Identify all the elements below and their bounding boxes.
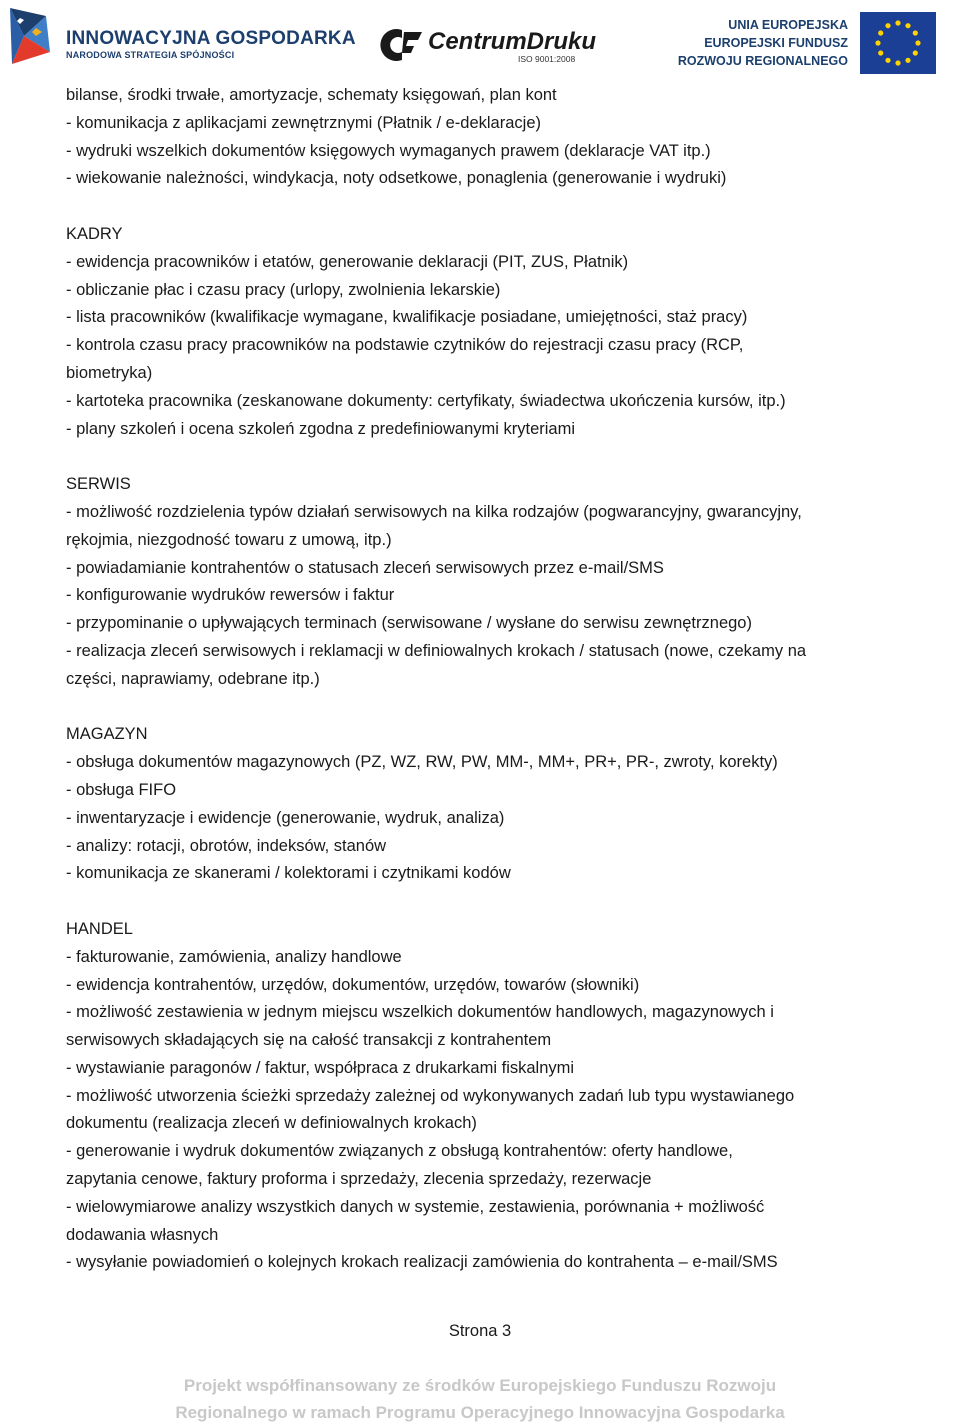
text-line: - komunikacja ze skanerami / kolektorami i czytnikami kodów bbox=[66, 864, 511, 883]
logo-subtitle: ISO 9001:2008 bbox=[518, 54, 576, 64]
text-line: - możliwość utworzenia ścieżki sprzedaży zależnej od wykonywanych zadań lub typu wystawianego bbox=[66, 1086, 795, 1105]
logo-subtitle: NARODOWA STRATEGIA SPÓJNOŚCI bbox=[66, 50, 235, 60]
text-line: - kontrola czasu pracy pracowników na podstawie czytników do rejestracji czasu pracy (RCP, bbox=[66, 336, 744, 355]
text-line: - komunikacja z aplikacjami zewnętrznymi (Płatnik / e-deklaracje) bbox=[66, 113, 541, 132]
eu-fund-logo bbox=[676, 12, 956, 76]
text-line: - możliwość rozdzielenia typów działań serwisowych na kilka rodzajów (pogwarancyjny, gwarancyjny, bbox=[66, 502, 802, 521]
section-title: KADRY bbox=[66, 224, 123, 243]
text-line: - ewidencja pracowników i etatów, generowanie deklaracji (PIT, ZUS, Płatnik) bbox=[66, 252, 629, 271]
text-line: - ewidencja kontrahentów, urzędów, dokumentów, urzędów, towarów (słowniki) bbox=[66, 975, 640, 994]
text-line: - lista pracowników (kwalifikacje wymagane, kwalifikacje posiadane, umiejętności, staż pracy) bbox=[66, 308, 748, 327]
text-line: - konfigurowanie wydruków rewersów i faktur bbox=[66, 586, 395, 605]
text-line: - obliczanie płac i czasu pracy (urlopy, zwolnienia lekarskie) bbox=[66, 280, 501, 299]
text-line: rękojmia, niezgodność towaru z umową, itp.) bbox=[66, 530, 392, 549]
section-serwis bbox=[66, 471, 926, 693]
logo-title: CentrumDruku bbox=[428, 28, 597, 55]
text-line: - inwentaryzacje i ewidencje (generowanie, wydruk, analiza) bbox=[66, 808, 505, 827]
text-line: - fakturowanie, zamówienia, analizy handlowe bbox=[66, 947, 402, 966]
text-line: - obsługa FIFO bbox=[66, 780, 177, 799]
innowacyjna-gospodarka-logo-icon bbox=[6, 6, 58, 68]
centrum-druku-logo-icon bbox=[378, 26, 426, 62]
logo-title: INNOWACYJNA GOSPODARKA bbox=[66, 28, 356, 49]
footer-line-2: Regionalnego w ramach Programu Operacyjnego Innowacyjna Gospodarka bbox=[175, 1403, 785, 1422]
eu-line-3: ROZWOJU REGIONALNEGO bbox=[677, 54, 848, 68]
text-line: dodawania własnych bbox=[66, 1225, 219, 1244]
footer-line-1: Projekt współfinansowany ze środków Europejskiego Funduszu Rozwoju bbox=[183, 1376, 777, 1395]
text-line: biometryka) bbox=[66, 363, 153, 382]
text-line: - przypominanie o upływających terminach (serwisowane / wysłane do serwisu zewnętrznego) bbox=[66, 614, 752, 633]
text-line: bilanse, środki trwałe, amortyzacje, schematy księgowań, plan kont bbox=[66, 86, 557, 104]
text-line: - realizacja zleceń serwisowych i reklamacji w definiowalnych krokach / statusach (nowe, czekamy na bbox=[66, 641, 807, 660]
section-title: MAGAZYN bbox=[66, 725, 148, 744]
document-body bbox=[66, 82, 926, 1277]
text-line: zapytania cenowe, faktury proforma i sprzedaży, zlecenia sprzedaży, rezerwacje bbox=[66, 1170, 652, 1189]
eu-line-2: EUROPEJSKI FUNDUSZ bbox=[704, 36, 848, 50]
page-number: Strona 3 bbox=[448, 1322, 512, 1340]
text-line: - wystawianie paragonów / faktur, współpraca z drukarkami fiskalnymi bbox=[66, 1058, 575, 1077]
page-footer bbox=[0, 1372, 960, 1424]
text-line: serwisowych składających się na całość transakcji z kontrahentem bbox=[66, 1031, 552, 1050]
section-magazyn bbox=[66, 721, 926, 888]
intro-block bbox=[66, 82, 926, 193]
text-line: - wysyłanie powiadomień o kolejnych krokach realizacji zamówienia do kontrahenta – e-mail/SMS bbox=[66, 1253, 778, 1272]
text-line: - plany szkoleń i ocena szkoleń zgodna z predefiniowanymi kryteriami bbox=[66, 419, 575, 438]
page-header bbox=[0, 0, 960, 80]
text-line: - kartoteka pracownika (zeskanowane dokumenty: certyfikaty, świadectwa ukończenia kursów, itp.) bbox=[66, 391, 786, 410]
section-title: SERWIS bbox=[66, 475, 131, 494]
innowacyjna-gospodarka-logo bbox=[6, 6, 356, 68]
text-line: - możliwość zestawienia w jednym miejscu wszelkich dokumentów handlowych, magazynowych i bbox=[66, 1003, 774, 1022]
text-line: - generowanie i wydruk dokumentów związanych z obsługą kontrahentów: oferty handlowe, bbox=[66, 1142, 733, 1161]
eu-flag-icon bbox=[860, 12, 936, 74]
eu-line-1: UNIA EUROPEJSKA bbox=[728, 18, 848, 32]
text-line: dokumentu (realizacja zleceń w definiowalnych krokach) bbox=[66, 1114, 477, 1133]
text-line: - wiekowanie należności, windykacja, noty odsetkowe, ponaglenia (generowanie i wydruki) bbox=[66, 169, 727, 188]
section-title: HANDEL bbox=[66, 919, 133, 938]
text-line: - obsługa dokumentów magazynowych (PZ, WZ, RW, PW, MM-, MM+, PR+, PR-, zwroty, korekty) bbox=[66, 753, 778, 772]
text-line: - wielowymiarowe analizy wszystkich danych w systemie, zestawienia, porównania + możliwość bbox=[66, 1197, 765, 1216]
text-line: części, naprawiamy, odebrane itp.) bbox=[66, 669, 320, 688]
section-handel bbox=[66, 916, 926, 1277]
text-line: - wydruki wszelkich dokumentów księgowych wymaganych prawem (deklaracje VAT itp.) bbox=[66, 141, 711, 160]
section-kadry bbox=[66, 221, 926, 443]
centrum-druku-logo bbox=[378, 24, 598, 68]
text-line: - powiadamianie kontrahentów o statusach zleceń serwisowych przez e-mail/SMS bbox=[66, 558, 664, 577]
text-line: - analizy: rotacji, obrotów, indeksów, stanów bbox=[66, 836, 387, 855]
